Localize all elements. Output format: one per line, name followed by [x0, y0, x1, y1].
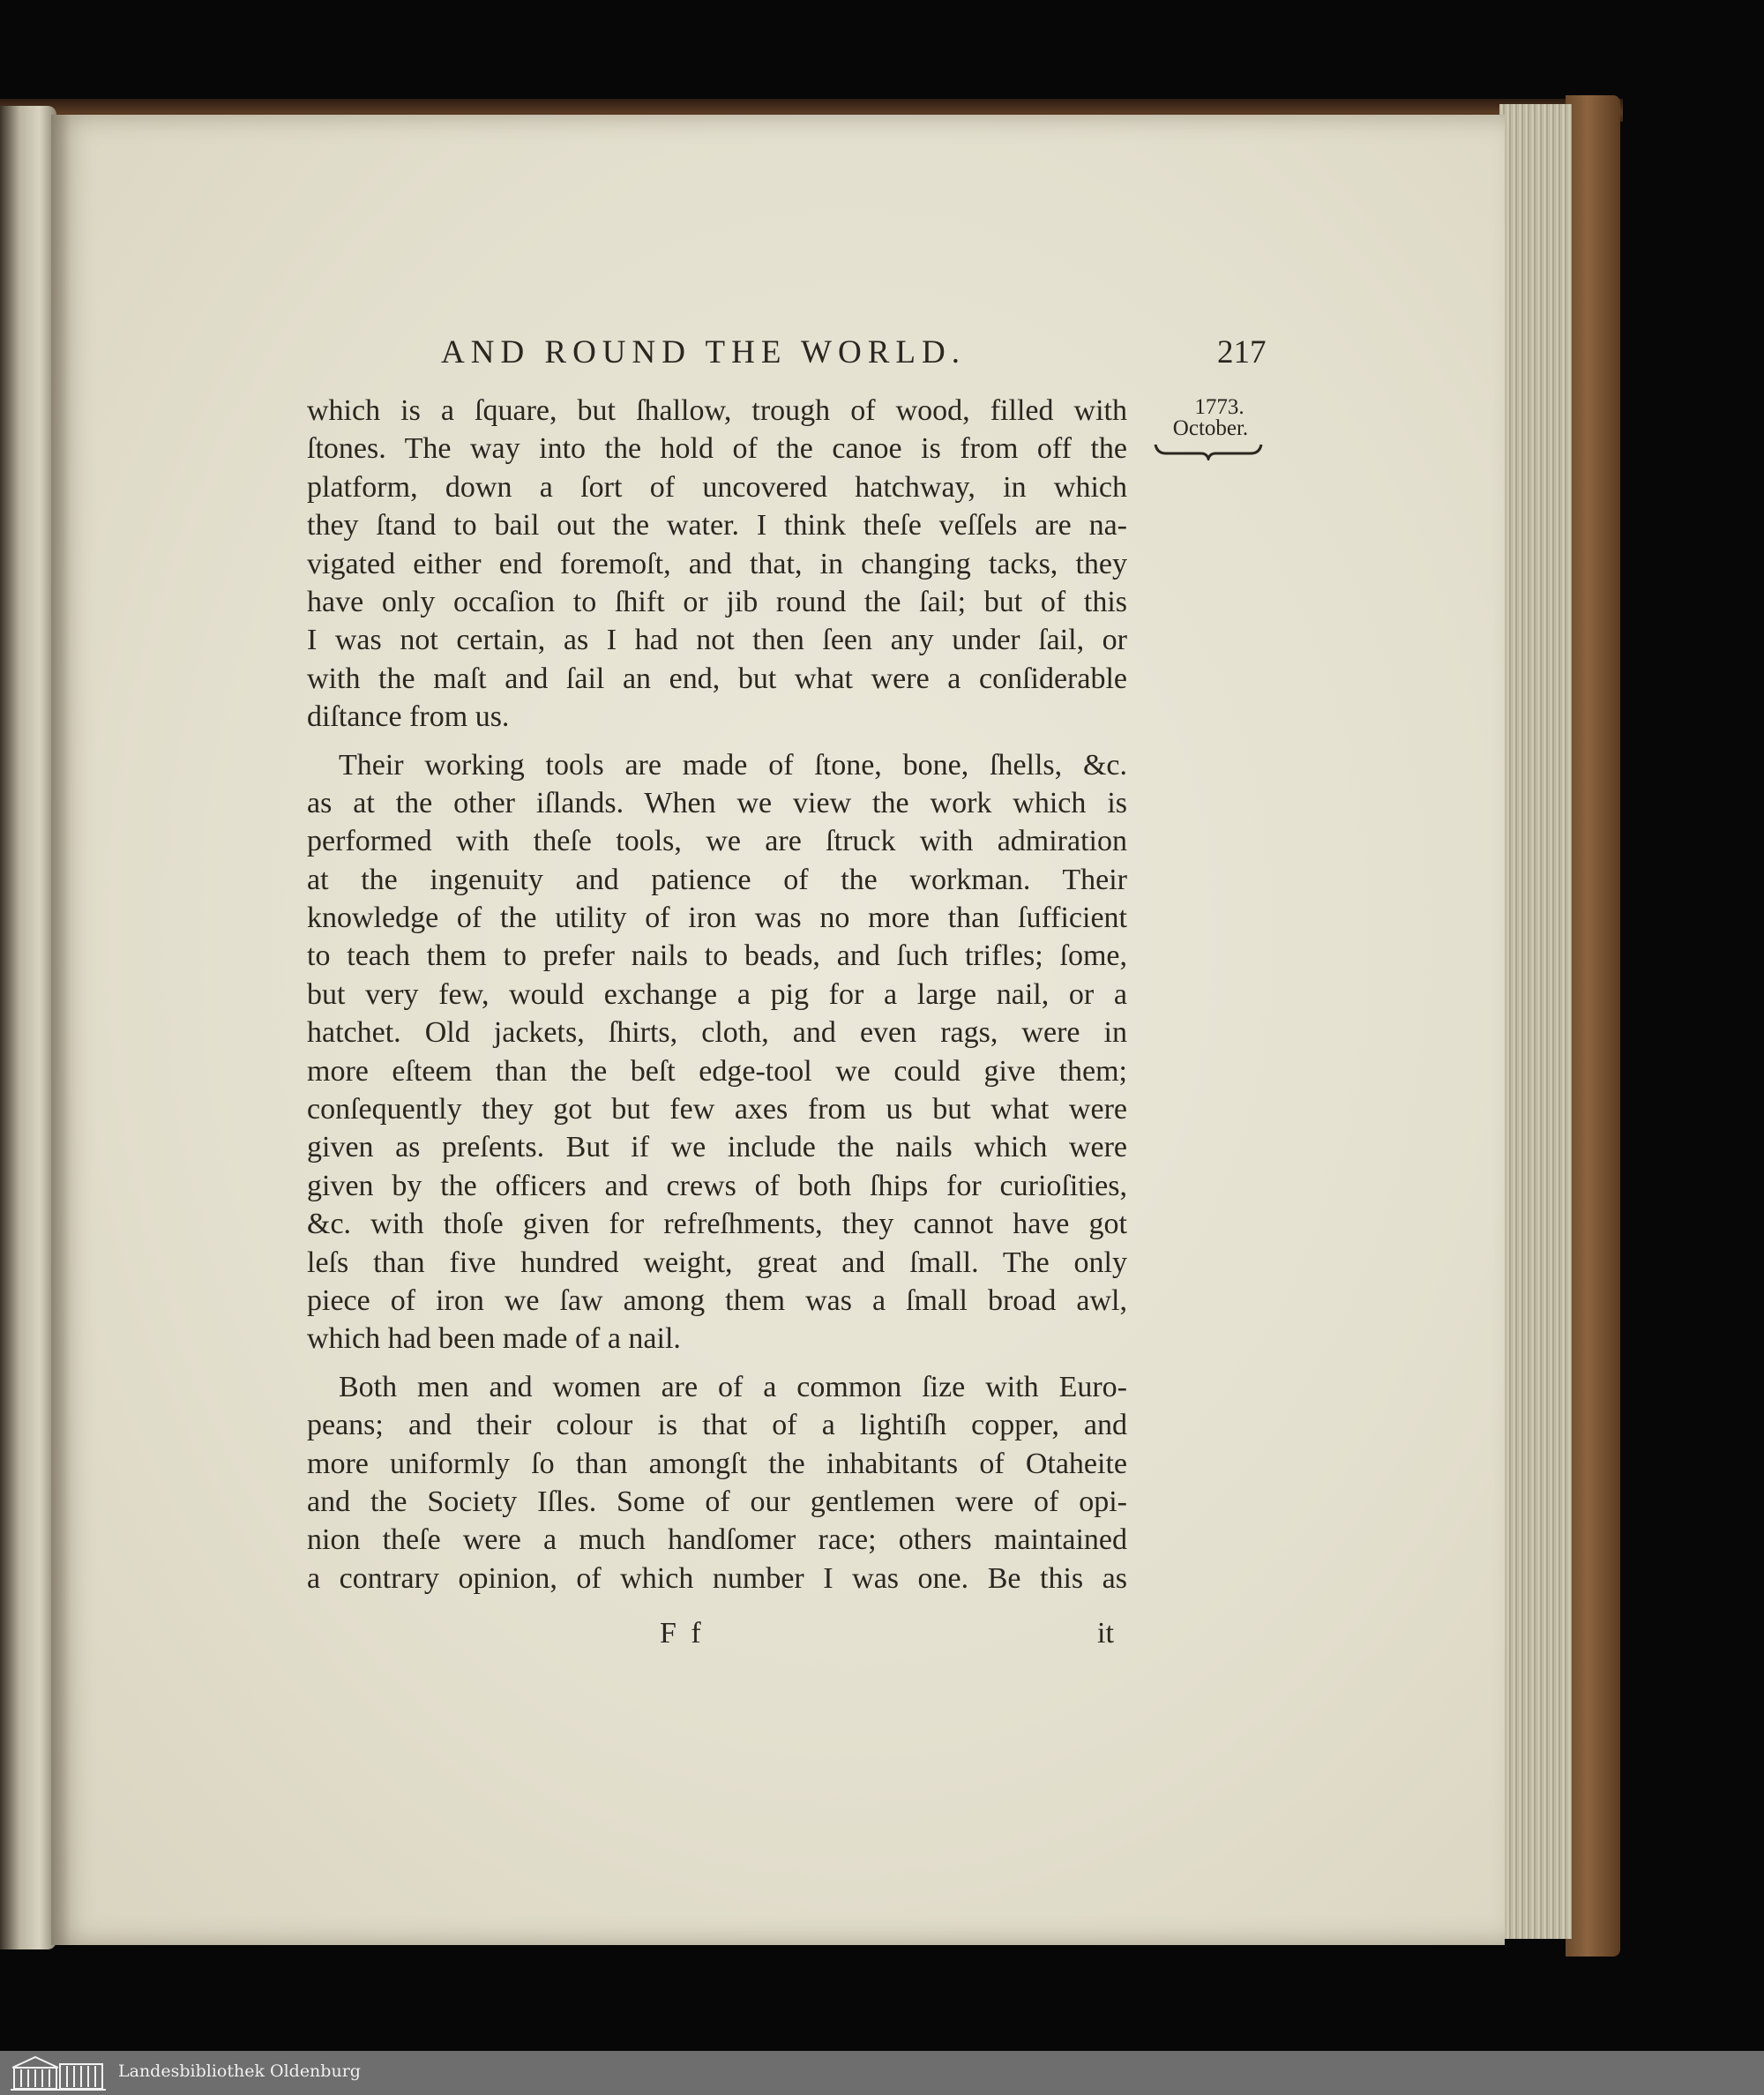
text-line: but very few, would exchange a pig for a large nail, or a	[307, 977, 1127, 1011]
running-head: AND ROUND THE WORLD.	[441, 334, 966, 370]
text-line: more uniformly ſo than amongſt the inhabitants of Otaheite	[307, 1447, 1127, 1480]
left-page-edge	[0, 106, 56, 1949]
book-binding-right	[1566, 95, 1620, 1957]
catchword: it	[1097, 1617, 1114, 1650]
text-line: and the Society Iſles. Some of our gentlemen were of opi-	[307, 1485, 1127, 1518]
library-building-icon	[9, 2054, 108, 2092]
text-line: vigated either end foremoſt, and that, in changing tacks, they	[307, 547, 1127, 580]
text-line: more eſteem than the beſt edge-tool we could give them;	[307, 1054, 1127, 1088]
text-line: given by the officers and crews of both ſhips for curioſities,	[307, 1169, 1127, 1202]
text-line: piece of iron we ſaw among them was a ſmall broad awl,	[307, 1283, 1127, 1317]
text-line: knowledge of the utility of iron was no more than ſufficient	[307, 902, 1127, 935]
text-line: a contrary opinion, of which number I was one. Be this as	[307, 1561, 1127, 1595]
text-line: peans; and their colour is that of a lightiſh copper, and	[307, 1409, 1127, 1442]
text-line: leſs than five hundred weight, great and ſmall. The only	[307, 1246, 1127, 1279]
text-line: have only occaſion to ſhift or jib round the ſail; but of this	[307, 585, 1127, 618]
text-line: as at the other iſlands. When we view the work which is	[307, 786, 1127, 819]
paragraph-gap	[307, 1358, 1127, 1368]
text-line: conſequently they got but few axes from us but what were	[307, 1093, 1127, 1126]
text-line: they ſtand to bail out the water. I think theſe veſſels are na-	[307, 509, 1127, 542]
text-line: &c. with thoſe given for refreſhments, they cannot have got	[307, 1208, 1127, 1241]
margin-brace-icon	[1154, 441, 1264, 460]
text-line: Both men and women are of a common ſize with Euro-	[339, 1370, 1127, 1403]
text-line: which had been made of a nail.	[307, 1322, 681, 1356]
text-line: nion theſe were a much handſomer race; others maintained	[307, 1523, 1127, 1557]
signature-mark: F f	[660, 1617, 705, 1650]
margin-month: October.	[1172, 416, 1249, 440]
text-line: to teach them to prefer nails to beads, and ſuch trifles; ſome,	[307, 939, 1127, 973]
margin-year: 1773.	[1194, 395, 1245, 419]
text-line: at the ingenuity and patience of the workman. Their	[307, 863, 1127, 896]
page-gutter-shadow	[51, 115, 71, 1945]
text-line: which is a ſquare, but ſhallow, trough of wood, filled with	[307, 394, 1127, 427]
text-line: diſtance from us.	[307, 700, 510, 734]
body-text	[307, 392, 1127, 1597]
library-label: Landesbibliothek Oldenburg	[118, 2061, 361, 2081]
text-line: Their working tools are made of ſtone, bone, ſhells, &c.	[339, 748, 1127, 782]
text-line: platform, down a ſort of uncovered hatchway, in which	[307, 470, 1127, 504]
page-number: 217	[1217, 334, 1267, 370]
text-line: with the maſt and ſail an end, but what were a conſiderable	[307, 662, 1127, 695]
paragraph-gap	[307, 737, 1127, 746]
text-line: I was not certain, as I had not then ſeen any under ſail, or	[307, 624, 1127, 657]
page-block-edges	[1499, 104, 1572, 1939]
text-line: performed with theſe tools, we are ſtruck with admiration	[307, 825, 1127, 858]
text-line: ſtones. The way into the hold of the canoe is from off the	[307, 432, 1127, 466]
text-line: hatchet. Old jackets, ſhirts, cloth, and even rags, were in	[307, 1016, 1127, 1050]
text-line: given as preſents. But if we include the nails which were	[307, 1131, 1127, 1164]
